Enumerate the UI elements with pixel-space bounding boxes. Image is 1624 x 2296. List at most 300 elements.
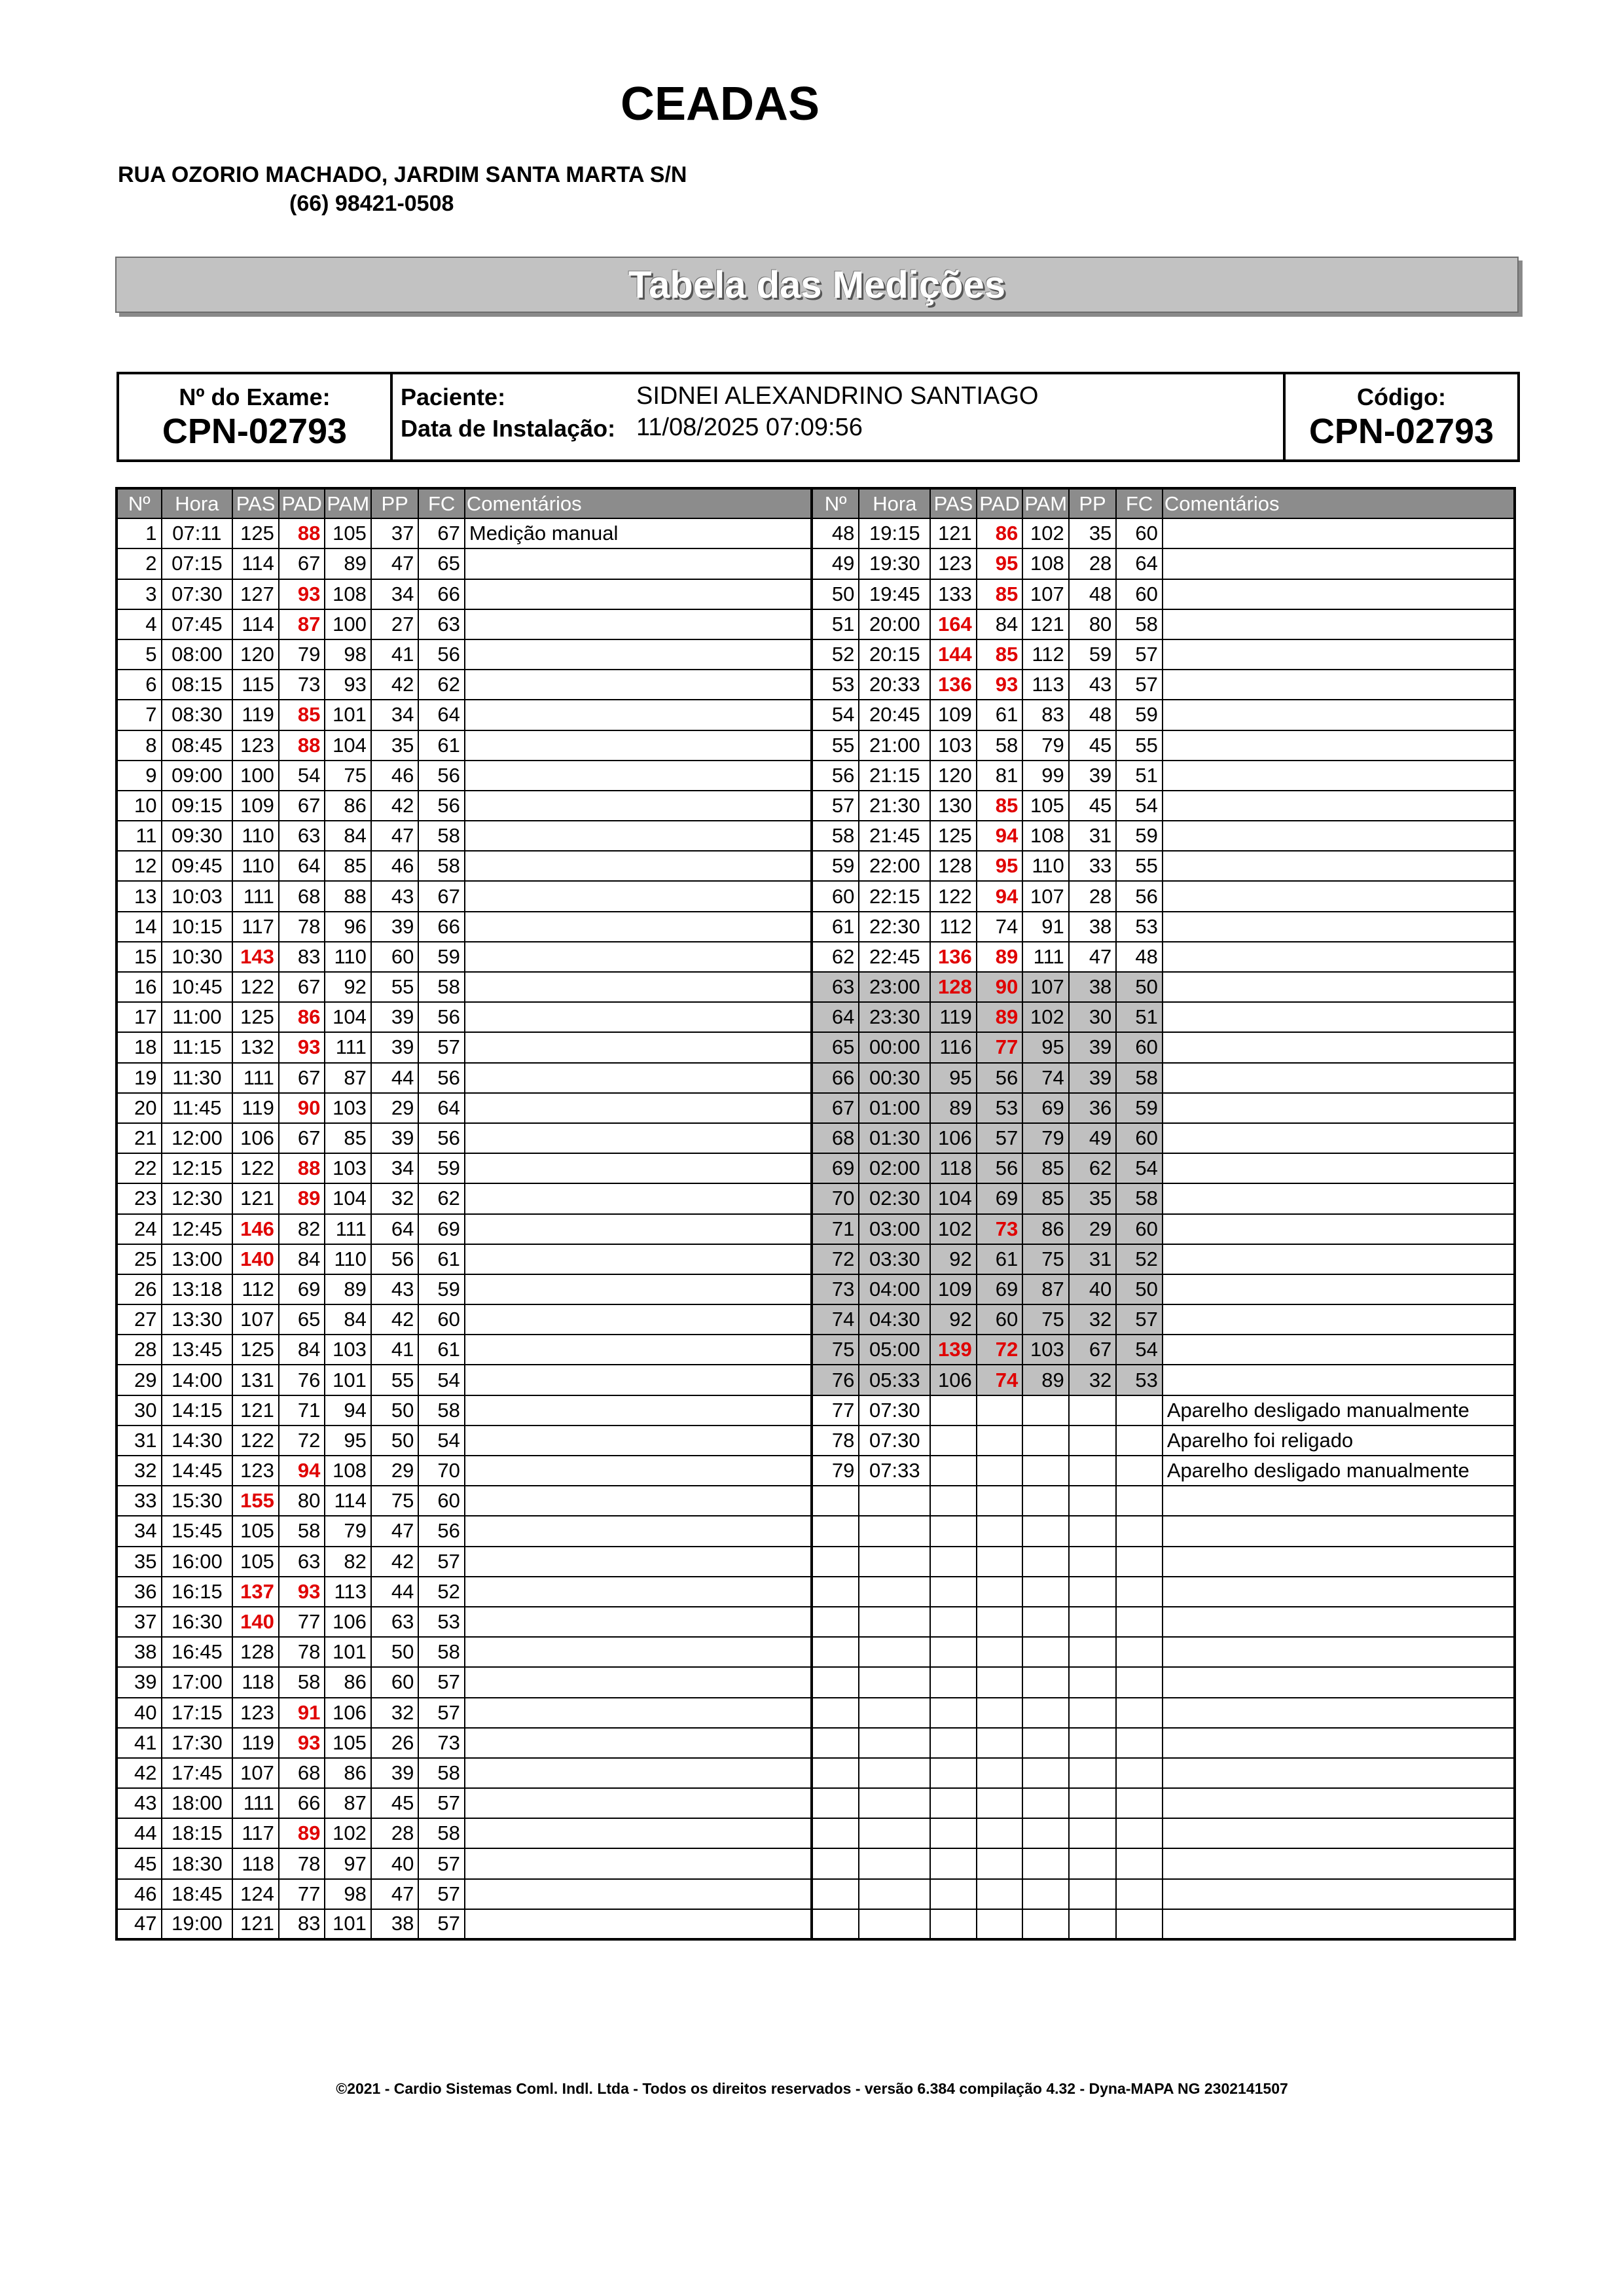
cell-comment (465, 1274, 812, 1304)
cell-comment (1163, 609, 1515, 639)
col-header-hora: Hora (162, 488, 233, 518)
cell-time: 11:00 (162, 1002, 233, 1032)
cell-pas (930, 1698, 977, 1728)
cell-number: 46 (117, 1879, 162, 1909)
cell-time: 00:30 (859, 1063, 930, 1093)
cell-time (859, 1577, 930, 1607)
cell-fc (1116, 1758, 1163, 1788)
cell-pas: 120 (930, 761, 977, 791)
cell-pp: 42 (371, 1547, 419, 1577)
cell-pad: 94 (977, 821, 1023, 851)
cell-pad (977, 1607, 1023, 1637)
cell-time: 02:30 (859, 1183, 930, 1213)
cell-pad: 74 (977, 912, 1023, 942)
cell-time: 07:15 (162, 548, 233, 579)
cell-pam: 74 (1022, 1063, 1069, 1093)
cell-pam: 91 (1022, 912, 1069, 942)
cell-number: 56 (812, 761, 859, 791)
cell-fc: 58 (418, 1395, 465, 1426)
cell-pad: 85 (977, 639, 1023, 670)
cell-pam: 84 (325, 1304, 371, 1335)
cell-comment (1163, 670, 1515, 700)
cell-pad: 73 (977, 1214, 1023, 1244)
cell-number (812, 1547, 859, 1577)
col-header-pam: PAM (325, 488, 371, 518)
cell-time: 22:30 (859, 912, 930, 942)
cell-comment (1163, 1637, 1515, 1667)
table-row (117, 1818, 1515, 1848)
table-row (117, 1304, 1515, 1335)
cell-number (812, 1909, 859, 1939)
cell-comment (465, 1456, 812, 1486)
cell-pas: 122 (232, 1426, 279, 1456)
cell-comment (1163, 1274, 1515, 1304)
table-row (117, 1214, 1515, 1244)
cell-pad: 91 (279, 1698, 325, 1728)
cell-pp: 39 (1069, 1032, 1117, 1062)
cell-comment (1163, 1002, 1515, 1032)
cell-fc (1116, 1818, 1163, 1848)
cell-pp: 42 (371, 791, 419, 821)
cell-pas: 106 (232, 1123, 279, 1153)
cell-fc: 62 (418, 1183, 465, 1213)
cell-comment (1163, 548, 1515, 579)
cell-pp: 39 (371, 1032, 419, 1062)
cell-fc: 57 (418, 1909, 465, 1939)
cell-pas: 139 (930, 1335, 977, 1365)
cell-pam: 86 (325, 1667, 371, 1697)
cell-pam: 85 (1022, 1183, 1069, 1213)
cell-pp (1069, 1848, 1117, 1878)
cell-pad: 67 (279, 1063, 325, 1093)
cell-pp (1069, 1788, 1117, 1818)
cell-time: 23:00 (859, 972, 930, 1002)
cell-fc: 63 (418, 609, 465, 639)
cell-time: 19:30 (859, 548, 930, 579)
cell-time: 14:00 (162, 1365, 233, 1395)
patient-name: SIDNEI ALEXANDRINO SANTIAGO (636, 382, 1039, 410)
cell-time: 20:15 (859, 639, 930, 670)
measurements-body (117, 518, 1515, 1939)
patient-cell (393, 374, 1286, 459)
cell-pad (977, 1547, 1023, 1577)
cell-pad: 84 (977, 609, 1023, 639)
cell-comment (465, 1002, 812, 1032)
cell-pas (930, 1818, 977, 1848)
cell-number: 64 (812, 1002, 859, 1032)
cell-pp: 28 (371, 1818, 419, 1848)
cell-pad: 87 (279, 609, 325, 639)
cell-pp: 31 (1069, 821, 1117, 851)
cell-pam (1022, 1698, 1069, 1728)
cell-pp (1069, 1547, 1117, 1577)
cell-fc: 61 (418, 1244, 465, 1274)
cell-pam: 114 (325, 1486, 371, 1516)
cell-pp: 48 (1069, 700, 1117, 730)
cell-time (859, 1607, 930, 1637)
cell-time: 19:15 (859, 518, 930, 548)
cell-time: 21:15 (859, 761, 930, 791)
cell-comment (465, 1547, 812, 1577)
cell-pas: 95 (930, 1063, 977, 1093)
cell-fc: 54 (418, 1426, 465, 1456)
cell-pam: 84 (325, 821, 371, 851)
cell-fc: 59 (418, 942, 465, 972)
cell-pad: 73 (279, 670, 325, 700)
cell-pp (1069, 1395, 1117, 1426)
cell-number: 72 (812, 1244, 859, 1274)
cell-pp: 50 (371, 1426, 419, 1456)
cell-time: 12:00 (162, 1123, 233, 1153)
cell-comment (1163, 791, 1515, 821)
cell-number: 53 (812, 670, 859, 700)
cell-time (859, 1698, 930, 1728)
exam-number-label: Nº do Exame: (179, 384, 331, 410)
cell-comment (465, 942, 812, 972)
cell-fc (1116, 1395, 1163, 1426)
cell-pad: 64 (279, 851, 325, 881)
cell-number: 79 (812, 1456, 859, 1486)
cell-pas: 105 (232, 1516, 279, 1546)
cell-pp: 36 (1069, 1093, 1117, 1123)
cell-pas: 112 (930, 912, 977, 942)
col-header-comments: Comentários (465, 488, 812, 518)
cell-number: 76 (812, 1365, 859, 1395)
code-cell (1286, 374, 1517, 459)
cell-number: 8 (117, 730, 162, 761)
cell-pas (930, 1637, 977, 1667)
cell-number: 16 (117, 972, 162, 1002)
cell-comment (1163, 1153, 1515, 1183)
cell-number: 14 (117, 912, 162, 942)
cell-pam: 111 (1022, 942, 1069, 972)
cell-pam: 86 (325, 1758, 371, 1788)
cell-number (812, 1848, 859, 1878)
cell-fc: 59 (1116, 821, 1163, 851)
cell-pas: 120 (232, 639, 279, 670)
cell-number: 31 (117, 1426, 162, 1456)
cell-pad: 79 (279, 639, 325, 670)
banner-title: Tabela das Medições (628, 263, 1005, 306)
cell-number (812, 1516, 859, 1546)
cell-pp: 59 (1069, 639, 1117, 670)
cell-fc: 58 (418, 1818, 465, 1848)
cell-pad (977, 1879, 1023, 1909)
org-name: CEADAS (620, 78, 820, 130)
cell-fc (1116, 1879, 1163, 1909)
cell-number (812, 1486, 859, 1516)
cell-pad: 76 (279, 1365, 325, 1395)
cell-pas: 136 (930, 670, 977, 700)
table-row (117, 1516, 1515, 1546)
cell-pam: 105 (1022, 791, 1069, 821)
cell-pas: 92 (930, 1304, 977, 1335)
cell-number: 47 (117, 1909, 162, 1939)
cell-number (812, 1577, 859, 1607)
cell-comment (465, 548, 812, 579)
cell-pad: 66 (279, 1788, 325, 1818)
cell-pad: 60 (977, 1304, 1023, 1335)
cell-pam (1022, 1728, 1069, 1758)
cell-fc (1116, 1909, 1163, 1939)
cell-pp: 49 (1069, 1123, 1117, 1153)
table-row (117, 1758, 1515, 1788)
cell-comment (1163, 700, 1515, 730)
cell-number: 73 (812, 1274, 859, 1304)
cell-pad: 54 (279, 761, 325, 791)
cell-pas (930, 1516, 977, 1546)
cell-pp: 39 (371, 1758, 419, 1788)
cell-pp: 38 (1069, 972, 1117, 1002)
table-row (117, 1093, 1515, 1123)
cell-pam: 108 (1022, 548, 1069, 579)
cell-pad: 67 (279, 791, 325, 821)
cell-time: 20:00 (859, 609, 930, 639)
cell-time: 07:45 (162, 609, 233, 639)
cell-pad: 58 (977, 730, 1023, 761)
cell-pad: 77 (279, 1879, 325, 1909)
cell-time: 13:18 (162, 1274, 233, 1304)
cell-comment (465, 1426, 812, 1456)
cell-time: 22:15 (859, 881, 930, 911)
cell-comment (465, 1667, 812, 1697)
cell-pam (1022, 1607, 1069, 1637)
cell-time (859, 1848, 930, 1878)
cell-pp (1069, 1698, 1117, 1728)
cell-time: 18:00 (162, 1788, 233, 1818)
cell-time: 11:45 (162, 1093, 233, 1123)
cell-number: 20 (117, 1093, 162, 1123)
cell-fc: 55 (1116, 730, 1163, 761)
cell-comment (1163, 1304, 1515, 1335)
cell-pp: 34 (371, 579, 419, 609)
cell-pas: 128 (930, 972, 977, 1002)
cell-pp: 45 (1069, 730, 1117, 761)
cell-pas: 137 (232, 1577, 279, 1607)
cell-number (812, 1698, 859, 1728)
cell-pad: 57 (977, 1123, 1023, 1153)
cell-comment (1163, 579, 1515, 609)
cell-pam: 69 (1022, 1093, 1069, 1123)
cell-time: 10:45 (162, 972, 233, 1002)
cell-number (812, 1667, 859, 1697)
cell-pad: 77 (977, 1032, 1023, 1062)
cell-fc: 66 (418, 579, 465, 609)
cell-number: 28 (117, 1335, 162, 1365)
cell-time (859, 1667, 930, 1697)
cell-comment: Medição manual (465, 518, 812, 548)
cell-fc: 50 (1116, 1274, 1163, 1304)
cell-comment (465, 1183, 812, 1213)
cell-pp: 45 (1069, 791, 1117, 821)
cell-fc (1116, 1516, 1163, 1546)
cell-comment (465, 1063, 812, 1093)
cell-fc: 54 (1116, 1335, 1163, 1365)
cell-time: 23:30 (859, 1002, 930, 1032)
table-row (117, 1879, 1515, 1909)
cell-number: 10 (117, 791, 162, 821)
cell-fc: 64 (418, 1093, 465, 1123)
cell-pam: 83 (1022, 700, 1069, 730)
cell-pad (977, 1818, 1023, 1848)
cell-pas: 140 (232, 1244, 279, 1274)
col-header-pad: PAD (977, 488, 1023, 518)
cell-fc: 58 (1116, 1063, 1163, 1093)
cell-pad: 81 (977, 761, 1023, 791)
cell-pad: 68 (279, 881, 325, 911)
cell-pad: 78 (279, 1637, 325, 1667)
cell-fc (1116, 1456, 1163, 1486)
cell-pp: 33 (1069, 851, 1117, 881)
col-header-n: Nº (812, 488, 859, 518)
cell-number: 29 (117, 1365, 162, 1395)
cell-time: 07:11 (162, 518, 233, 548)
cell-comment (465, 821, 812, 851)
cell-pas: 128 (930, 851, 977, 881)
cell-pp (1069, 1607, 1117, 1637)
cell-fc: 57 (418, 1547, 465, 1577)
cell-pp: 50 (371, 1395, 419, 1426)
cell-number: 26 (117, 1274, 162, 1304)
cell-comment (1163, 1758, 1515, 1788)
cell-pam: 110 (1022, 851, 1069, 881)
cell-time: 18:15 (162, 1818, 233, 1848)
cell-fc: 70 (418, 1456, 465, 1486)
cell-comment (465, 639, 812, 670)
cell-pas: 109 (930, 700, 977, 730)
cell-fc: 60 (418, 1304, 465, 1335)
cell-fc: 58 (418, 821, 465, 851)
cell-comment (465, 1395, 812, 1426)
cell-number: 17 (117, 1002, 162, 1032)
cell-number: 66 (812, 1063, 859, 1093)
cell-number: 13 (117, 881, 162, 911)
cell-pad: 67 (279, 548, 325, 579)
cell-fc: 56 (418, 639, 465, 670)
cell-pad: 85 (977, 579, 1023, 609)
cell-pad: 72 (977, 1335, 1023, 1365)
cell-comment (465, 579, 812, 609)
cell-time (859, 1516, 930, 1546)
cell-number: 57 (812, 791, 859, 821)
col-header-pp: PP (371, 488, 419, 518)
cell-pad: 68 (279, 1758, 325, 1788)
cell-pam (1022, 1848, 1069, 1878)
cell-time: 01:30 (859, 1123, 930, 1153)
cell-pad: 80 (279, 1486, 325, 1516)
cell-comment (465, 1637, 812, 1667)
org-phone: (66) 98421-0508 (289, 191, 454, 216)
cell-number: 69 (812, 1153, 859, 1183)
cell-pas: 128 (232, 1637, 279, 1667)
cell-time: 07:33 (859, 1456, 930, 1486)
cell-time: 14:30 (162, 1426, 233, 1456)
cell-pam: 92 (325, 972, 371, 1002)
cell-time: 10:30 (162, 942, 233, 972)
cell-pad: 83 (279, 942, 325, 972)
cell-time (859, 1486, 930, 1516)
cell-pam (1022, 1577, 1069, 1607)
cell-number: 38 (117, 1637, 162, 1667)
cell-pas: 123 (232, 1698, 279, 1728)
cell-number: 25 (117, 1244, 162, 1274)
cell-pp: 38 (371, 1909, 419, 1939)
cell-comment (465, 1093, 812, 1123)
cell-pas: 130 (930, 791, 977, 821)
cell-fc: 56 (418, 1516, 465, 1546)
cell-pp: 29 (1069, 1214, 1117, 1244)
cell-pas: 146 (232, 1214, 279, 1244)
cell-pad: 90 (977, 972, 1023, 1002)
cell-time: 21:00 (859, 730, 930, 761)
cell-pp: 31 (1069, 1244, 1117, 1274)
cell-pad (977, 1395, 1023, 1426)
cell-pam (1022, 1667, 1069, 1697)
cell-comment (465, 1607, 812, 1637)
cell-number: 65 (812, 1032, 859, 1062)
cell-number: 78 (812, 1426, 859, 1456)
cell-pp: 44 (371, 1063, 419, 1093)
cell-comment (1163, 1818, 1515, 1848)
cell-comment (465, 1123, 812, 1153)
table-row (117, 1486, 1515, 1516)
cell-time: 10:15 (162, 912, 233, 942)
cell-fc: 61 (418, 1335, 465, 1365)
cell-pp: 43 (1069, 670, 1117, 700)
cell-fc: 65 (418, 548, 465, 579)
cell-comment: Aparelho desligado manualmente (1163, 1395, 1515, 1426)
cell-time: 07:30 (859, 1395, 930, 1426)
cell-comment (465, 1214, 812, 1244)
cell-number: 45 (117, 1848, 162, 1878)
cell-pad: 86 (977, 518, 1023, 548)
cell-fc: 67 (418, 881, 465, 911)
cell-time: 15:30 (162, 1486, 233, 1516)
cell-pp: 35 (1069, 1183, 1117, 1213)
table-row (117, 1002, 1515, 1032)
cell-comment (1163, 1183, 1515, 1213)
cell-pas (930, 1486, 977, 1516)
cell-pam: 101 (325, 1637, 371, 1667)
cell-pam: 102 (325, 1818, 371, 1848)
cell-pas: 119 (232, 1728, 279, 1758)
cell-fc: 57 (418, 1879, 465, 1909)
table-row (117, 639, 1515, 670)
cell-number: 32 (117, 1456, 162, 1486)
cell-time: 10:03 (162, 881, 233, 911)
cell-pam: 89 (325, 1274, 371, 1304)
cell-pad (977, 1758, 1023, 1788)
cell-fc: 52 (1116, 1244, 1163, 1274)
patient-label: Paciente: (401, 384, 506, 410)
cell-pad: 93 (279, 1032, 325, 1062)
cell-fc: 58 (418, 1758, 465, 1788)
cell-pas: 110 (232, 821, 279, 851)
cell-time: 08:45 (162, 730, 233, 761)
cell-pad: 85 (977, 791, 1023, 821)
cell-comment (465, 1032, 812, 1062)
cell-pam: 107 (1022, 579, 1069, 609)
cell-fc: 60 (1116, 579, 1163, 609)
cell-comment (1163, 1547, 1515, 1577)
cell-fc: 60 (1116, 1123, 1163, 1153)
cell-pas (930, 1547, 977, 1577)
cell-pp: 40 (371, 1848, 419, 1878)
cell-fc (1116, 1607, 1163, 1637)
cell-time: 11:30 (162, 1063, 233, 1093)
cell-fc: 57 (1116, 639, 1163, 670)
cell-number: 62 (812, 942, 859, 972)
